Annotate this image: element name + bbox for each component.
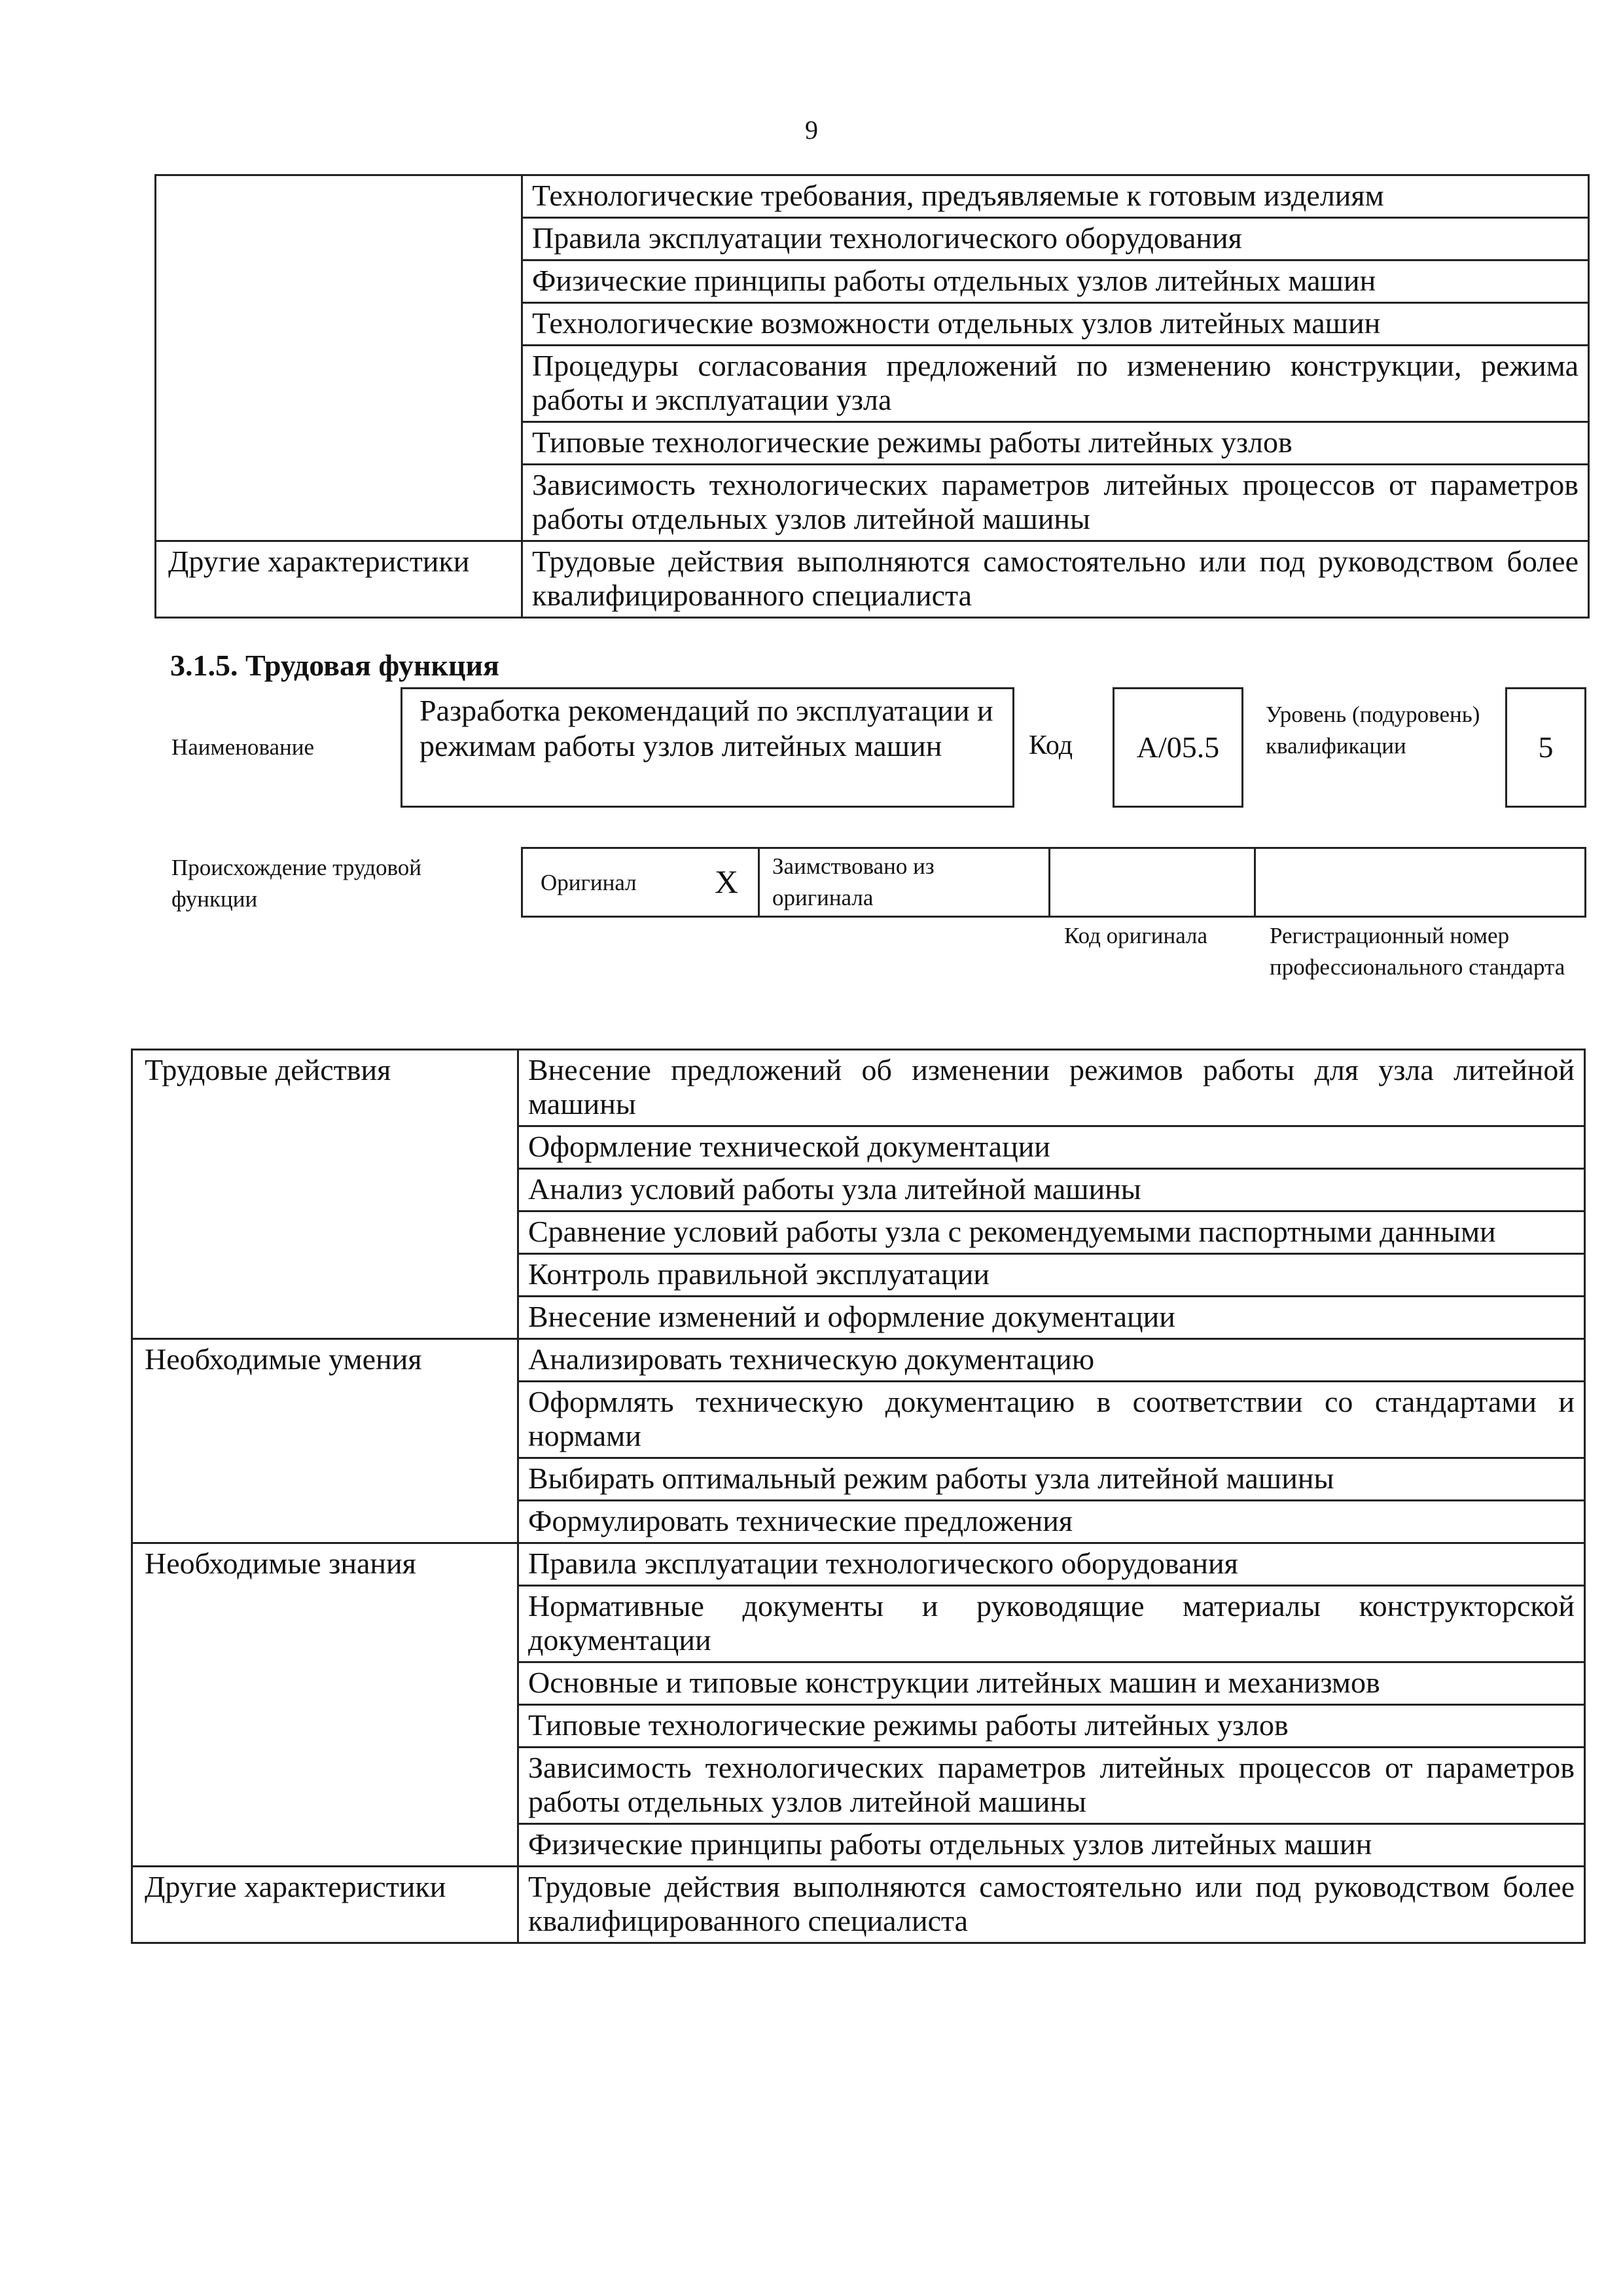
skill-item: Оформлять техническую документацию в соответствии со стандартами и нормами	[518, 1382, 1585, 1458]
knowledge-item: Правила эксплуатации технологического оборудования	[518, 1543, 1585, 1586]
original-mark: X	[715, 863, 739, 900]
level-value-box: 5	[1505, 687, 1586, 808]
knowledge-item: Правила эксплуатации технологического оборудования	[522, 218, 1589, 260]
empty-label-cell	[156, 175, 522, 541]
page-number: 9	[805, 115, 818, 145]
divider	[1048, 847, 1050, 918]
table-row	[156, 541, 1589, 618]
knowledge-item: Физические принципы работы отдельных узлов литейных машин	[518, 1824, 1585, 1867]
code-value-box: A/05.5	[1113, 687, 1243, 808]
knowledge-item: Типовые технологические режимы работы литейных узлов	[518, 1705, 1585, 1748]
action-item: Анализ условий работы узла литейной машины	[518, 1169, 1585, 1211]
skill-item: Формулировать технические предложения	[518, 1501, 1585, 1543]
name-label: Наименование	[171, 734, 315, 760]
knowledge-item: Зависимость технологических параметров литейных процессов от параметров работы отдельных узлов литейной машины	[522, 465, 1589, 541]
skill-item: Выбирать оптимальный режим работы узла литейной машины	[518, 1458, 1585, 1501]
actions-label: Трудовые действия	[132, 1050, 518, 1339]
labor-function-table	[131, 1049, 1586, 1944]
continued-knowledge-table	[154, 174, 1590, 619]
table-row	[132, 1339, 1585, 1382]
action-item: Внесение изменений и оформление документации	[518, 1297, 1585, 1339]
table-row	[132, 1867, 1585, 1943]
section-heading: 3.1.5. Трудовая функция	[170, 649, 499, 682]
level-label: Уровень (подуровень) квалификации	[1266, 702, 1480, 759]
function-name-box: Разработка рекомендаций по эксплуатации и режимам работы узлов литейных машин	[401, 687, 1014, 808]
knowledge-item: Типовые технологические режимы работы литейных узлов	[522, 422, 1589, 465]
knowledge-item: Основные и типовые конструкции литейных машин и механизмов	[518, 1662, 1585, 1705]
knowledge-item: Технологические требования, предъявляемые к готовым изделиям	[522, 175, 1589, 218]
skills-label: Необходимые умения	[132, 1339, 518, 1543]
action-item: Внесение предложений об изменении режимов работы для узла литейной машины	[518, 1050, 1585, 1126]
origin-label: Происхождение трудовой функции	[171, 855, 422, 912]
table-row	[132, 1543, 1585, 1586]
code-original-label: Код оригинала	[1064, 923, 1208, 948]
table-row	[132, 1050, 1585, 1126]
knowledge-item: Зависимость технологических параметров литейных процессов от параметров работы отдельных узлов литейной машины	[518, 1748, 1585, 1824]
other-characteristics-value: Трудовые действия выполняются самостоятельно или под руководством более квалифицированного специалиста	[522, 541, 1589, 618]
action-item: Сравнение условий работы узла с рекомендуемыми паспортными данными	[518, 1211, 1585, 1254]
other-characteristics-value: Трудовые действия выполняются самостоятельно или под руководством более квалифицированного специалиста	[518, 1867, 1585, 1943]
origin-row-box	[521, 847, 1586, 918]
divider	[1254, 847, 1256, 918]
action-item: Контроль правильной эксплуатации	[518, 1254, 1585, 1297]
knowledge-item: Процедуры согласования предложений по изменению конструкции, режима работы и эксплуатации узла	[522, 346, 1589, 422]
action-item: Оформление технической документации	[518, 1126, 1585, 1169]
other-characteristics-label: Другие характеристики	[156, 541, 522, 618]
divider	[758, 847, 760, 918]
other-characteristics-label: Другие характеристики	[132, 1867, 518, 1943]
borrowed-label: Заимствовано из оригинала	[772, 853, 935, 910]
knowledge-label: Необходимые знания	[132, 1543, 518, 1867]
code-label: Код	[1029, 730, 1073, 761]
skill-item: Анализировать техническую документацию	[518, 1339, 1585, 1382]
table-row	[156, 175, 1589, 218]
knowledge-item: Технологические возможности отдельных узлов литейных машин	[522, 303, 1589, 346]
knowledge-item: Физические принципы работы отдельных узлов литейных машин	[522, 260, 1589, 303]
knowledge-item: Нормативные документы и руководящие материалы конструкторской документации	[518, 1586, 1585, 1662]
reg-number-label: Регистрационный номер профессионального стандарта	[1270, 923, 1565, 980]
original-label: Оригинал	[541, 870, 637, 895]
